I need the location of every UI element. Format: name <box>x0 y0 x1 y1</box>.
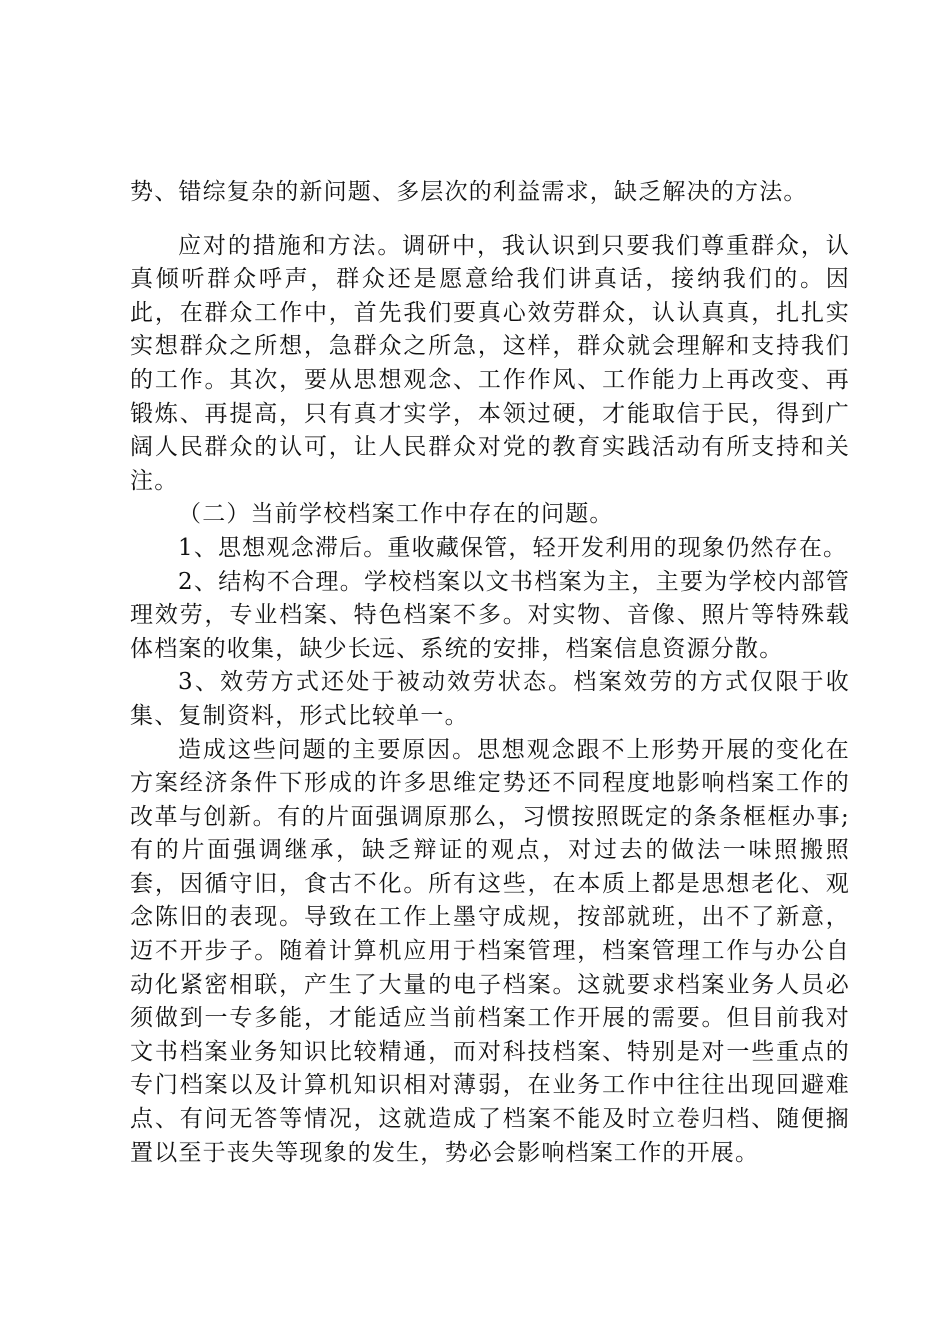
document-body <box>130 176 850 1170</box>
paragraph-causes: 造成这些问题的主要原因。思想观念跟不上形势开展的变化在方案经济条件下形成的许多思维定势还不同程度地影响档案工作的改革与创新。有的片面强调原那么，习惯按照既定的条条框框办事;有的片面强调继承，缺乏辩证的观点，对过去的做法一味照搬照套，因循守旧，食古不化。所有这些，在本质上都是思想老化、观念陈旧的表现。导致在工作上墨守成规，按部就班，出不了新意，迈不开步子。随着计算机应用于档案管理，档案管理工作与办公自动化紧密相联，产生了大量的电子档案。这就要求档案业务人员必须做到一专多能，才能适应当前档案工作开展的需要。但目前我对文书档案业务知识比较精通，而对科技档案、特别是对一些重点的专门档案以及计算机知识相对薄弱，在业务工作中往往出现回避难点、有问无答等情况，这就造成了档案不能及时立卷归档、随便搁置以至于丧失等现象的发生，势必会影响档案工作的开展。 <box>130 736 850 1166</box>
paragraph-problem-3: 3、效劳方式还处于被动效劳状态。档案效劳的方式仅限于收集、复制资料，形式比较单一。 <box>130 669 850 729</box>
paragraph-problem-1: 1、思想观念滞后。重收藏保管，轻开发利用的现象仍然存在。 <box>178 534 848 561</box>
paragraph-gap <box>130 210 850 230</box>
section-heading-problems: （二）当前学校档案工作中存在的问题。 <box>178 501 614 528</box>
paragraph-continuation: 势、错综复杂的新问题、多层次的利益需求，缺乏解决的方法。 <box>130 179 808 205</box>
paragraph-problem-2: 2、结构不合理。学校档案以文书档案为主，主要为学校内部管理效劳，专业档案、特色档案不多。对实物、音像、照片等特殊载体档案的收集，缺少长远、系统的安排，档案信息资源分散。 <box>130 568 850 662</box>
paragraph-measures: 应对的措施和方法。调研中，我认识到只要我们尊重群众，认真倾听群众呼声，群众还是愿意给我们讲真话，接纳我们的。因此，在群众工作中，首先我们要真心效劳群众，认认真真，扎扎实实想群众之所想，急群众之所急，这样，群众就会理解和支持我们的工作。其次，要从思想观念、工作作风、工作能力上再改变、再锻炼、再提高，只有真才实学，本领过硬，才能取信于民，得到广阔人民群众的认可，让人民群众对党的教育实践活动有所支持和关注。 <box>130 232 850 494</box>
